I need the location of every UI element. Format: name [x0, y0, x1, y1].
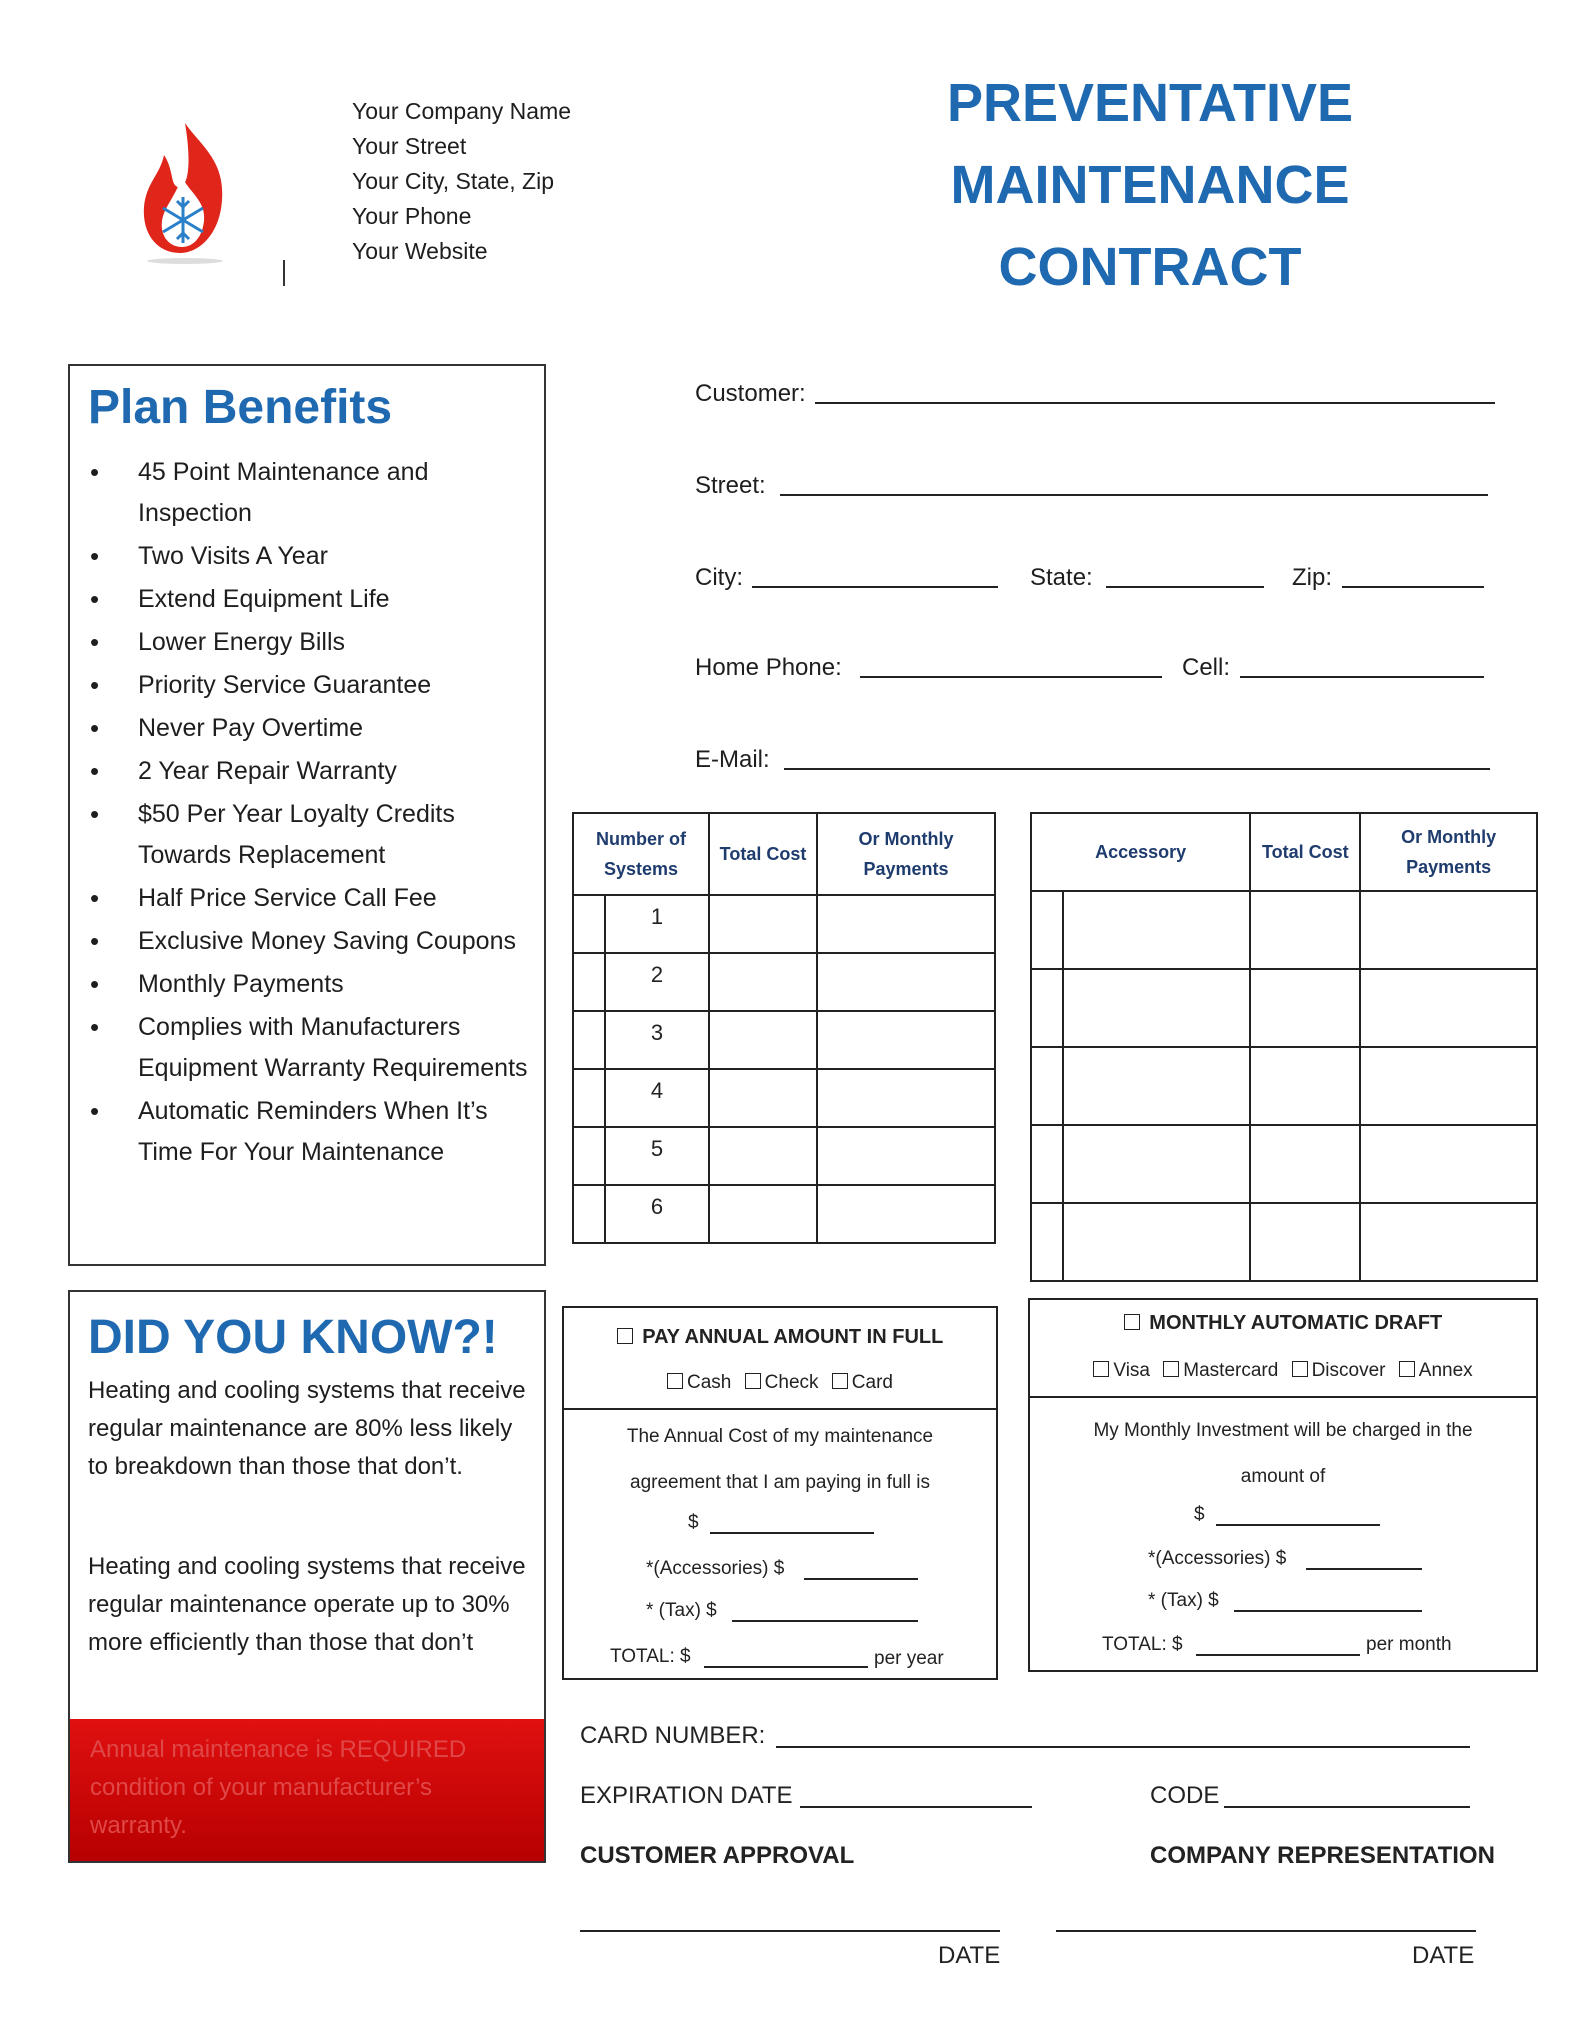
systems-row [573, 1185, 995, 1243]
company-representation-label: COMPANY REPRESENTATION [1150, 1842, 1495, 1869]
home-phone-label: Home Phone: [695, 654, 842, 681]
accessory-name-cell[interactable] [1063, 1203, 1250, 1281]
systems-row [573, 1011, 995, 1069]
customer-label: Customer: [695, 380, 806, 407]
company-name: Your Company Name [352, 98, 572, 124]
accessory-header-monthly: Or Monthly Payments [1360, 813, 1537, 891]
pay-annual-checkbox[interactable] [617, 1328, 633, 1344]
system-number: 5 [605, 1127, 709, 1185]
benefit-item: • Half Price Service Call Fee [70, 878, 544, 919]
benefit-item: • Never Pay Overtime [70, 708, 544, 749]
card-type-options [1030, 1360, 1536, 1382]
system-number: 3 [605, 1011, 709, 1069]
system-number: 6 [605, 1185, 709, 1243]
accessory-row [1031, 969, 1537, 1047]
systems-row [573, 953, 995, 1011]
expiration-date-field[interactable] [800, 1806, 1032, 1808]
annual-per-year: per year [874, 1648, 944, 1669]
benefit-item: • 45 Point Maintenance and Inspection [70, 452, 544, 534]
monthly-draft-checkbox[interactable] [1124, 1314, 1140, 1330]
system-monthly-payment-cell[interactable] [817, 1069, 995, 1127]
did-you-know-paragraph-2: Heating and cooling systems that receive regular maintenance operate up to 30% more efficiently than those that don’t [88, 1553, 526, 1656]
title-line-2: MAINTENANCE [950, 155, 1350, 215]
check-label: Check [764, 1372, 819, 1393]
accessory-total-cost-cell[interactable] [1250, 1125, 1360, 1203]
did-you-know-heading: DID YOU KNOW?! [88, 1311, 498, 1364]
warranty-warning-text: Annual maintenance is REQUIRED condition of your manufacturer’s warranty. [90, 1736, 467, 1839]
monthly-accessories-label: *(Accessories) $ [1148, 1548, 1287, 1569]
email-field[interactable] [784, 768, 1490, 770]
accessory-monthly-payment-cell[interactable] [1360, 1047, 1537, 1125]
accessory-row [1031, 1203, 1537, 1281]
title-line-1: PREVENTATIVE [946, 73, 1354, 133]
email-label: E-Mail: [695, 746, 770, 773]
benefit-item: • $50 Per Year Loyalty Credits Towards Replacement [70, 794, 544, 876]
title-line-3: CONTRACT [998, 237, 1302, 297]
monthly-draft-title-row [1030, 1312, 1536, 1335]
accessory-row-margin [1031, 1125, 1063, 1203]
benefit-item: • Extend Equipment Life [70, 579, 544, 620]
monthly-text-2: amount of [1240, 1466, 1326, 1487]
accessory-row-margin [1031, 891, 1063, 969]
did-you-know-paragraph-1: Heating and cooling systems that receive regular maintenance are 80% less likely to breakdown than those that don’t. [88, 1377, 526, 1480]
annual-divider [564, 1408, 996, 1410]
system-monthly-payment-cell[interactable] [817, 1127, 995, 1185]
company-signature-line[interactable] [1056, 1930, 1476, 1932]
pay-annual-title: PAY ANNUAL AMOUNT IN FULL [642, 1326, 944, 1348]
company-address [352, 94, 571, 269]
annex-checkbox[interactable] [1399, 1361, 1415, 1377]
zip-field[interactable] [1342, 586, 1484, 588]
mastercard-label: Mastercard [1183, 1360, 1279, 1381]
accessory-header-total: Total Cost [1250, 813, 1360, 891]
monthly-draft-title: MONTHLY AUTOMATIC DRAFT [1149, 1312, 1443, 1334]
system-total-cost-cell[interactable] [709, 1127, 817, 1185]
benefit-item: • Complies with Manufacturers Equipment Warranty Requirements [70, 1007, 544, 1089]
annual-tax-field[interactable] [732, 1620, 918, 1622]
systems-row-margin [573, 953, 605, 1011]
cell-label: Cell: [1182, 654, 1231, 681]
company-street: Your Street [352, 133, 467, 159]
systems-row [573, 1069, 995, 1127]
accessory-name-cell[interactable] [1063, 1047, 1250, 1125]
annual-text-2: agreement that I am paying in full is [630, 1472, 930, 1493]
annual-accessories-field[interactable] [804, 1578, 918, 1580]
system-number: 2 [605, 953, 709, 1011]
monthly-draft-box [1028, 1298, 1538, 1672]
accessory-name-cell[interactable] [1063, 1125, 1250, 1203]
annual-accessories-label: *(Accessories) $ [646, 1558, 785, 1579]
code-field[interactable] [1224, 1806, 1470, 1808]
accessory-row-margin [1031, 969, 1063, 1047]
state-label: State: [1030, 564, 1093, 591]
accessory-monthly-payment-cell[interactable] [1360, 969, 1537, 1047]
benefit-item: • Monthly Payments [70, 964, 544, 1005]
city-label: City: [695, 564, 743, 591]
company-website: Your Website [352, 238, 488, 264]
discover-label: Discover [1311, 1360, 1386, 1381]
customer-signature-line[interactable] [580, 1930, 1000, 1932]
benefit-item: • Two Visits A Year [70, 536, 544, 577]
accessory-total-cost-cell[interactable] [1250, 1203, 1360, 1281]
zip-label: Zip: [1292, 564, 1333, 591]
accessory-table [1030, 812, 1538, 1282]
document-title [890, 62, 1410, 308]
card-number-label: CARD NUMBER: [580, 1722, 766, 1749]
annual-tax-label: * (Tax) $ [646, 1600, 717, 1621]
monthly-text-1: My Monthly Investment will be charged in the [1093, 1420, 1473, 1441]
monthly-divider [1030, 1396, 1536, 1398]
accessory-row [1031, 1047, 1537, 1125]
benefit-item: • Exclusive Money Saving Coupons [70, 921, 544, 962]
system-monthly-payment-cell[interactable] [817, 1011, 995, 1069]
warranty-warning [70, 1719, 544, 1861]
card-checkbox[interactable] [832, 1373, 848, 1389]
plan-benefits-heading: Plan Benefits [88, 381, 393, 434]
systems-row-margin [573, 1185, 605, 1243]
plan-benefits-box [68, 364, 546, 1266]
monthly-dollar-label: $ [1194, 1504, 1205, 1525]
monthly-total-field[interactable] [1196, 1654, 1360, 1656]
street-field[interactable] [780, 494, 1488, 496]
systems-row-margin [573, 1011, 605, 1069]
systems-header-monthly: Or Monthly Payments [817, 813, 995, 895]
system-monthly-payment-cell[interactable] [817, 895, 995, 953]
card-label: Card [851, 1372, 893, 1393]
customer-date-label: DATE [938, 1942, 1001, 1969]
system-number: 1 [605, 895, 709, 953]
city-field[interactable] [752, 586, 998, 588]
cash-checkbox[interactable] [667, 1373, 683, 1389]
monthly-tax-field[interactable] [1234, 1610, 1422, 1612]
cash-label: Cash [687, 1372, 732, 1393]
did-you-know-box [68, 1290, 546, 1863]
monthly-total-label: TOTAL: $ [1102, 1634, 1183, 1655]
cursor-mark [283, 260, 285, 286]
system-number: 4 [605, 1069, 709, 1127]
annex-label: Annex [1418, 1360, 1473, 1381]
company-date-label: DATE [1412, 1942, 1475, 1969]
cell-field[interactable] [1240, 676, 1484, 678]
accessory-monthly-payment-cell[interactable] [1360, 891, 1537, 969]
state-field[interactable] [1106, 586, 1264, 588]
benefit-item: • Automatic Reminders When It’s Time For Your Maintenance [70, 1091, 544, 1173]
monthly-tax-label: * (Tax) $ [1148, 1590, 1219, 1611]
monthly-per-month: per month [1366, 1634, 1452, 1655]
accessory-monthly-payment-cell[interactable] [1360, 1125, 1537, 1203]
customer-field[interactable] [815, 402, 1495, 404]
annual-amount-field[interactable] [710, 1532, 874, 1534]
system-total-cost-cell[interactable] [709, 1069, 817, 1127]
benefit-item: • Priority Service Guarantee [70, 665, 544, 706]
benefit-item: • Lower Energy Bills [70, 622, 544, 663]
accessory-row [1031, 1125, 1537, 1203]
benefit-list [70, 452, 544, 1175]
systems-row-margin [573, 1069, 605, 1127]
company-city: Your City, State, Zip [352, 168, 554, 194]
systems-header-number: Number of Systems [573, 813, 709, 895]
systems-row [573, 1127, 995, 1185]
accessory-header-name: Accessory [1031, 813, 1250, 891]
annual-payment-options [564, 1372, 996, 1394]
system-total-cost-cell[interactable] [709, 1011, 817, 1069]
systems-table [572, 812, 996, 1244]
visa-label: Visa [1113, 1360, 1150, 1381]
mastercard-checkbox[interactable] [1163, 1361, 1179, 1377]
accessory-total-cost-cell[interactable] [1250, 969, 1360, 1047]
pay-annual-box [562, 1306, 998, 1680]
discover-checkbox[interactable] [1292, 1361, 1308, 1377]
accessory-total-cost-cell[interactable] [1250, 891, 1360, 969]
pay-annual-title-row [564, 1326, 996, 1349]
system-total-cost-cell[interactable] [709, 895, 817, 953]
expiration-date-label: EXPIRATION DATE [580, 1782, 793, 1809]
system-total-cost-cell[interactable] [709, 1185, 817, 1243]
annual-total-label: TOTAL: $ [610, 1646, 691, 1667]
company-logo [130, 115, 240, 265]
company-phone: Your Phone [352, 203, 472, 229]
home-phone-field[interactable] [860, 676, 1162, 678]
systems-row-margin [573, 895, 605, 953]
system-total-cost-cell[interactable] [709, 953, 817, 1011]
check-checkbox[interactable] [745, 1373, 761, 1389]
visa-checkbox[interactable] [1093, 1361, 1109, 1377]
system-monthly-payment-cell[interactable] [817, 1185, 995, 1243]
customer-approval-label: CUSTOMER APPROVAL [580, 1842, 855, 1869]
monthly-accessories-field[interactable] [1306, 1568, 1422, 1570]
systems-header-total: Total Cost [709, 813, 817, 895]
system-monthly-payment-cell[interactable] [817, 953, 995, 1011]
systems-row-margin [573, 1127, 605, 1185]
accessory-name-cell[interactable] [1063, 969, 1250, 1047]
accessory-monthly-payment-cell[interactable] [1360, 1203, 1537, 1281]
accessory-row-margin [1031, 1047, 1063, 1125]
card-number-field[interactable] [776, 1746, 1470, 1748]
benefit-item: • 2 Year Repair Warranty [70, 751, 544, 792]
monthly-amount-field[interactable] [1216, 1524, 1380, 1526]
accessory-total-cost-cell[interactable] [1250, 1047, 1360, 1125]
accessory-row-margin [1031, 1203, 1063, 1281]
annual-total-field[interactable] [704, 1666, 868, 1668]
street-label: Street: [695, 472, 766, 499]
accessory-name-cell[interactable] [1063, 891, 1250, 969]
code-label: CODE [1150, 1782, 1220, 1809]
flame-snowflake-icon [130, 115, 240, 265]
annual-text-1: The Annual Cost of my maintenance [626, 1426, 934, 1447]
systems-row [573, 895, 995, 953]
annual-dollar-label: $ [688, 1512, 699, 1533]
accessory-row [1031, 891, 1537, 969]
